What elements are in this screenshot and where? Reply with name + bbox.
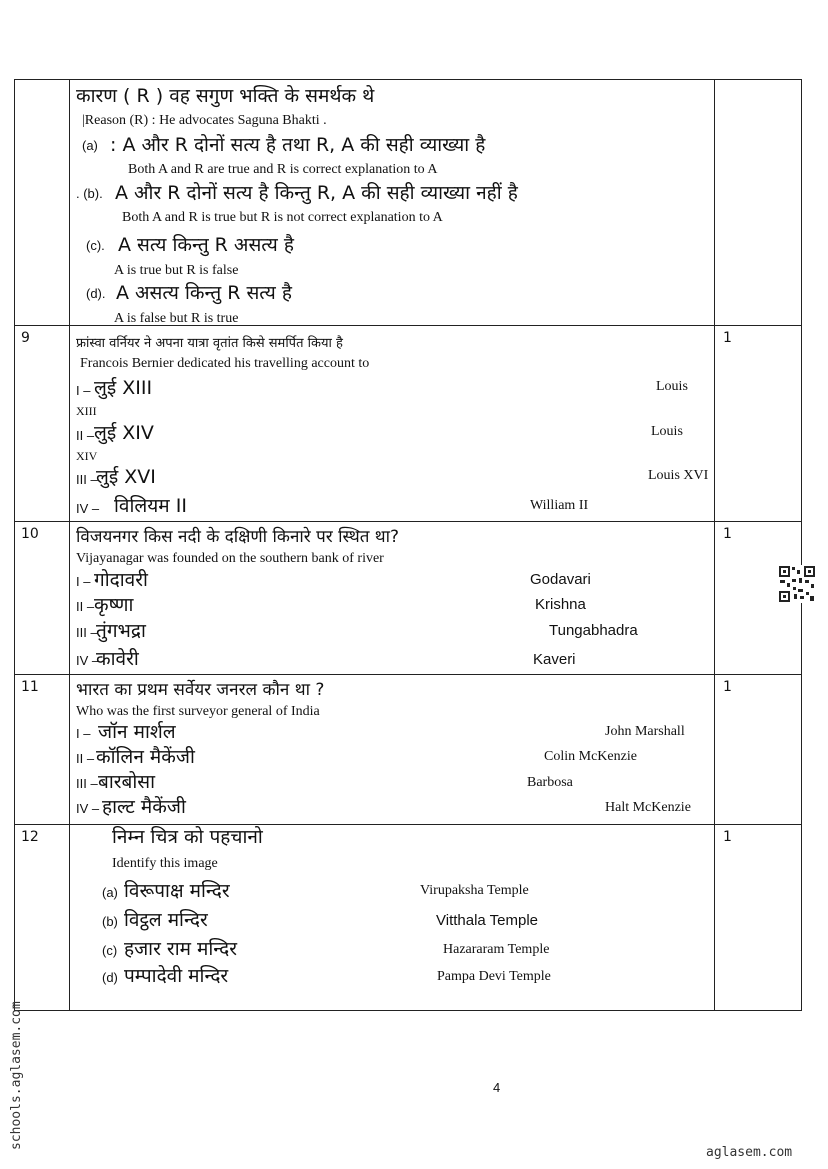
table-row — [15, 326, 802, 522]
page-number: 4 — [493, 1080, 501, 1095]
option-label: I – — [76, 726, 91, 741]
marks-cell: 1 — [715, 825, 802, 1011]
option-hindi: लुई XVI — [96, 466, 156, 488]
option-hindi: कृष्णा — [94, 594, 134, 616]
option-hindi: पम्पादेवी मन्दिर — [124, 965, 229, 987]
option-english: John Marshall — [605, 724, 685, 739]
option-hindi: : A और R दोनों सत्य है तथा R, A की सही व्याख्या है — [110, 134, 486, 156]
table-row — [15, 675, 802, 825]
option-hindi: विरूपाक्ष मन्दिर — [124, 880, 230, 902]
table-row — [15, 825, 802, 1011]
question-hindi: विजयनगर किस नदी के दक्षिणी किनारे पर स्थित था? — [76, 527, 400, 547]
option-hindi: A और R दोनों सत्य है किन्तु R, A की सही व्याख्या नहीं है — [115, 182, 518, 204]
option-english: Both A and R are true and R is correct explanation to A — [128, 162, 438, 177]
option-english-wrap: XIII — [76, 404, 97, 418]
option-label: IV – — [76, 653, 100, 668]
option-hindi: तुंगभद्रा — [96, 620, 146, 642]
option-label: IV – — [76, 801, 100, 816]
option-hindi: A असत्य किन्तु R सत्य है — [116, 282, 292, 304]
question-english: Francois Bernier dedicated his travelling account to — [80, 356, 370, 371]
option-hindi: हाल्ट मैकेंजी — [102, 796, 186, 818]
question-body-cell — [70, 825, 715, 1011]
question-body-cell — [70, 80, 715, 326]
question-english: Who was the first surveyor general of India — [76, 704, 320, 719]
option-label: (a) — [82, 138, 98, 153]
option-label: II – — [76, 751, 95, 766]
option-hindi: हजार राम मन्दिर — [124, 938, 238, 960]
option-label: (c) — [102, 943, 118, 958]
corner-watermark: aglasem.com — [706, 1145, 793, 1160]
question-english: Vijayanagar was founded on the southern bank of river — [76, 551, 384, 566]
option-english: A is false but R is true — [114, 311, 239, 326]
marks-cell: 1 — [715, 522, 802, 675]
table-row — [15, 80, 802, 326]
option-english: Kaveri — [533, 651, 576, 668]
option-english: Hazararam Temple — [443, 942, 550, 957]
question-number-cell: 9 — [15, 326, 70, 522]
option-english: Colin McKenzie — [544, 749, 637, 764]
reason-english: |Reason (R) : He advocates Saguna Bhakti . — [82, 113, 327, 128]
option-label: . (b). — [76, 186, 103, 201]
option-hindi: विलियम II — [114, 495, 187, 517]
option-hindi: बारबोसा — [98, 771, 156, 793]
qr-code-icon — [778, 565, 816, 603]
option-english: Both A and R is true but R is not correct explanation to A — [122, 210, 443, 225]
option-label: I – — [76, 574, 91, 589]
option-english: Vitthala Temple — [436, 912, 539, 929]
question-number-cell: 10 — [15, 522, 70, 675]
option-hindi: विट्ठल मन्दिर — [124, 909, 208, 931]
option-english: Halt McKenzie — [605, 800, 691, 815]
option-label: (b) — [102, 914, 118, 929]
question-hindi: फ्रांस्वा वर्नियर ने अपना यात्रा वृतांत किसे समर्पित किया है — [76, 336, 343, 351]
marks-cell — [715, 80, 802, 326]
option-label: III – — [76, 625, 98, 640]
option-label: I – — [76, 383, 91, 398]
option-label: IV – — [76, 501, 100, 516]
marks-cell: 1 — [715, 326, 802, 522]
option-hindi: जॉन मार्शल — [98, 721, 176, 743]
question-hindi: निम्न चित्र को पहचानो — [112, 826, 263, 848]
question-table — [14, 79, 802, 1011]
option-hindi: लुई XIV — [94, 422, 154, 444]
option-label: (c). — [86, 238, 105, 253]
option-english: A is true but R is false — [114, 263, 239, 278]
question-number-cell — [15, 80, 70, 326]
option-label: (d). — [86, 286, 106, 301]
option-hindi: कावेरी — [96, 648, 139, 670]
option-english: Pampa Devi Temple — [437, 969, 551, 984]
option-english: Barbosa — [527, 775, 573, 790]
option-english: Louis XVI — [648, 468, 709, 483]
option-english: Krishna — [535, 596, 586, 613]
option-hindi: लुई XIII — [94, 377, 153, 399]
reason-hindi: कारण ( R ) वह सगुण भक्ति के समर्थक थे — [76, 85, 375, 107]
option-label: II – — [76, 599, 95, 614]
option-label: (d) — [102, 970, 118, 985]
question-number-cell: 11 — [15, 675, 70, 825]
option-label: III – — [76, 776, 98, 791]
question-number-cell: 12 — [15, 825, 70, 1011]
option-hindi: गोदावरी — [94, 569, 148, 591]
option-english: Louis — [656, 379, 688, 394]
table-row — [15, 522, 802, 675]
question-body-cell — [70, 326, 715, 522]
question-body-cell — [70, 522, 715, 675]
option-hindi: कॉलिन मैकेंजी — [96, 746, 195, 768]
option-english: Tungabhadra — [549, 622, 638, 639]
question-body-cell — [70, 675, 715, 825]
option-label: (a) — [102, 885, 118, 900]
option-english: Louis — [651, 424, 683, 439]
question-hindi: भारत का प्रथम सर्वेयर जनरल कौन था ? — [76, 680, 325, 700]
option-english-wrap: XIV — [76, 449, 98, 463]
question-english: Identify this image — [112, 856, 218, 871]
option-english: Virupaksha Temple — [420, 883, 529, 898]
option-english: Godavari — [530, 571, 591, 588]
option-hindi: A सत्य किन्तु R असत्य है — [118, 234, 294, 256]
option-label: III – — [76, 472, 98, 487]
marks-cell: 1 — [715, 675, 802, 825]
option-label: II – — [76, 428, 95, 443]
option-english: William II — [530, 498, 589, 513]
side-watermark: schools.aglasem.com — [9, 1001, 24, 1150]
